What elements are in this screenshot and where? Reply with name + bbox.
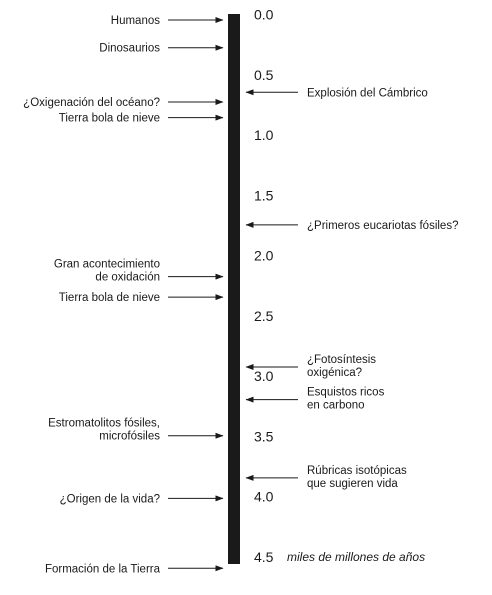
right-event [246,87,428,99]
right-event [246,220,458,232]
scale-tick-label: 3.0 [254,368,274,384]
left-event-label: ¿Oxigenación del océano? [23,96,160,109]
right-event-label: en carbono [307,399,365,412]
left-event-label: microfósiles [99,430,160,443]
left-event [99,43,223,55]
scale-tick-label: 3.5 [254,428,274,445]
right-event [246,387,385,412]
left-event-label: ¿Origen de la vida? [59,493,160,506]
left-event [54,259,223,284]
left-event [59,292,223,304]
right-event-label: Explosión del Cámbrico [307,87,428,100]
left-event [60,493,223,505]
left-event-label: Humanos [110,15,160,27]
left-event [111,15,223,27]
scale-tick-label: 1.5 [254,187,274,204]
right-event-label: ¿Fotosíntesis [307,354,377,367]
left-event-label: Gran acontecimiento [53,258,160,271]
scale-tick-label: 0.5 [254,66,274,83]
left-event [23,97,223,109]
scale-tick-label: 1.0 [254,127,274,143]
right-events [246,87,458,490]
scale-tick-label: 4.5 [254,548,274,565]
left-event-label: Tierra bola de nieve [58,292,160,305]
left-event-label: Estromatolitos fósiles, [48,417,160,430]
left-event-label: Tierra bola de nieve [58,112,160,125]
right-event-label: ¿Primeros eucariotas fósiles? [307,219,459,232]
right-event-label: Esquistos ricos [307,386,385,399]
scale-tick-label: 2.5 [254,307,274,324]
scale-tick-label: 4.0 [254,488,274,505]
right-event-label: oxigénica? [307,367,362,380]
left-event-label: Dinosaurios [99,42,160,55]
left-event [59,113,223,125]
left-event [45,563,223,575]
timeline-bar [228,14,240,564]
left-events [23,15,223,575]
scale-tick-label: 0.0 [254,6,274,23]
left-event [48,418,223,443]
scale-tick-label: 2.0 [254,247,274,264]
left-event-label: de oxidación [95,271,160,284]
left-event-label: Formación de la Tierra [44,563,160,576]
right-event-label: Rúbricas isotópicas [307,464,407,477]
right-event-label: que sugieren vida [307,477,398,490]
right-event [246,465,407,490]
scale-ticks [254,7,274,565]
scale-unit-label: miles de millones de años [287,550,426,564]
